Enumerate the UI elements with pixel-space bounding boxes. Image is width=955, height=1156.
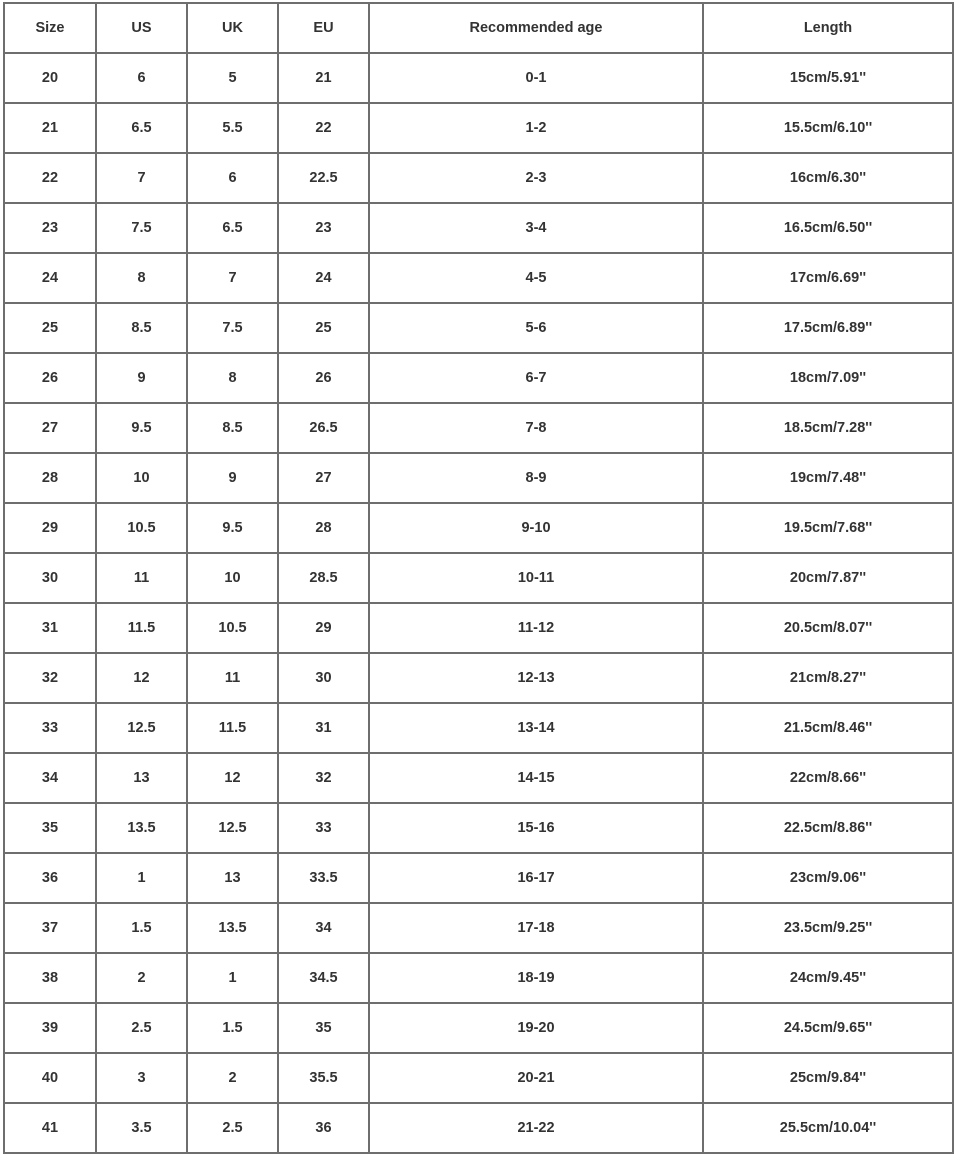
- table-row: [4, 1053, 953, 1103]
- table-row: [4, 903, 953, 953]
- table-row: [4, 753, 953, 803]
- cell-size: 31: [4, 603, 96, 653]
- cell-eu: 30: [278, 653, 369, 703]
- cell-recommended-age: 9-10: [369, 503, 703, 553]
- cell-recommended-age: 10-11: [369, 553, 703, 603]
- cell-uk: 7.5: [187, 303, 278, 353]
- cell-us: 8.5: [96, 303, 187, 353]
- cell-uk: 2.5: [187, 1103, 278, 1153]
- cell-uk: 10: [187, 553, 278, 603]
- cell-us: 2.5: [96, 1003, 187, 1053]
- cell-uk: 8.5: [187, 403, 278, 453]
- cell-recommended-age: 19-20: [369, 1003, 703, 1053]
- cell-us: 11: [96, 553, 187, 603]
- cell-length: 19cm/7.48'': [703, 453, 953, 503]
- cell-size: 26: [4, 353, 96, 403]
- cell-size: 40: [4, 1053, 96, 1103]
- cell-recommended-age: 3-4: [369, 203, 703, 253]
- table-row: [4, 103, 953, 153]
- cell-us: 2: [96, 953, 187, 1003]
- table-row: [4, 453, 953, 503]
- cell-size: 25: [4, 303, 96, 353]
- size-chart-body: [4, 53, 953, 1153]
- cell-us: 3.5: [96, 1103, 187, 1153]
- header-row: [4, 3, 953, 53]
- cell-uk: 11.5: [187, 703, 278, 753]
- cell-recommended-age: 12-13: [369, 653, 703, 703]
- cell-us: 9.5: [96, 403, 187, 453]
- table-row: [4, 803, 953, 853]
- cell-eu: 22.5: [278, 153, 369, 203]
- table-row: [4, 1003, 953, 1053]
- cell-us: 6: [96, 53, 187, 103]
- cell-eu: 35: [278, 1003, 369, 1053]
- cell-length: 22.5cm/8.86'': [703, 803, 953, 853]
- cell-recommended-age: 15-16: [369, 803, 703, 853]
- table-row: [4, 53, 953, 103]
- cell-uk: 9: [187, 453, 278, 503]
- cell-length: 20cm/7.87'': [703, 553, 953, 603]
- cell-size: 24: [4, 253, 96, 303]
- cell-us: 7: [96, 153, 187, 203]
- cell-length: 17cm/6.69'': [703, 253, 953, 303]
- cell-eu: 23: [278, 203, 369, 253]
- cell-length: 22cm/8.66'': [703, 753, 953, 803]
- table-row: [4, 403, 953, 453]
- cell-recommended-age: 4-5: [369, 253, 703, 303]
- header-eu: EU: [278, 3, 369, 53]
- cell-uk: 7: [187, 253, 278, 303]
- cell-uk: 9.5: [187, 503, 278, 553]
- header-size: Size: [4, 3, 96, 53]
- cell-uk: 13.5: [187, 903, 278, 953]
- table-row: [4, 303, 953, 353]
- cell-eu: 34: [278, 903, 369, 953]
- cell-size: 33: [4, 703, 96, 753]
- cell-size: 29: [4, 503, 96, 553]
- header-length: Length: [703, 3, 953, 53]
- cell-eu: 28: [278, 503, 369, 553]
- cell-size: 34: [4, 753, 96, 803]
- cell-size: 20: [4, 53, 96, 103]
- cell-recommended-age: 5-6: [369, 303, 703, 353]
- table-row: [4, 553, 953, 603]
- cell-us: 7.5: [96, 203, 187, 253]
- cell-eu: 21: [278, 53, 369, 103]
- cell-length: 16cm/6.30'': [703, 153, 953, 203]
- cell-length: 15.5cm/6.10'': [703, 103, 953, 153]
- cell-us: 3: [96, 1053, 187, 1103]
- cell-uk: 1.5: [187, 1003, 278, 1053]
- cell-uk: 12: [187, 753, 278, 803]
- cell-recommended-age: 13-14: [369, 703, 703, 753]
- cell-length: 18cm/7.09'': [703, 353, 953, 403]
- cell-uk: 6: [187, 153, 278, 203]
- cell-uk: 11: [187, 653, 278, 703]
- cell-recommended-age: 18-19: [369, 953, 703, 1003]
- cell-size: 36: [4, 853, 96, 903]
- cell-size: 23: [4, 203, 96, 253]
- cell-us: 12.5: [96, 703, 187, 753]
- table-row: [4, 703, 953, 753]
- cell-us: 10: [96, 453, 187, 503]
- cell-us: 8: [96, 253, 187, 303]
- cell-us: 13.5: [96, 803, 187, 853]
- table-row: [4, 503, 953, 553]
- cell-uk: 2: [187, 1053, 278, 1103]
- cell-us: 11.5: [96, 603, 187, 653]
- cell-recommended-age: 20-21: [369, 1053, 703, 1103]
- cell-length: 15cm/5.91'': [703, 53, 953, 103]
- cell-size: 27: [4, 403, 96, 453]
- cell-recommended-age: 1-2: [369, 103, 703, 153]
- cell-recommended-age: 6-7: [369, 353, 703, 403]
- cell-eu: 35.5: [278, 1053, 369, 1103]
- cell-us: 12: [96, 653, 187, 703]
- cell-length: 21.5cm/8.46'': [703, 703, 953, 753]
- cell-size: 28: [4, 453, 96, 503]
- cell-us: 10.5: [96, 503, 187, 553]
- cell-size: 39: [4, 1003, 96, 1053]
- cell-length: 20.5cm/8.07'': [703, 603, 953, 653]
- cell-recommended-age: 17-18: [369, 903, 703, 953]
- cell-eu: 33: [278, 803, 369, 853]
- header-recommended-age: Recommended age: [369, 3, 703, 53]
- cell-uk: 12.5: [187, 803, 278, 853]
- table-row: [4, 853, 953, 903]
- table-row: [4, 353, 953, 403]
- cell-uk: 5.5: [187, 103, 278, 153]
- table-row: [4, 653, 953, 703]
- cell-size: 32: [4, 653, 96, 703]
- cell-eu: 32: [278, 753, 369, 803]
- cell-us: 13: [96, 753, 187, 803]
- cell-us: 9: [96, 353, 187, 403]
- table-row: [4, 1103, 953, 1153]
- cell-length: 25.5cm/10.04'': [703, 1103, 953, 1153]
- size-chart-table: [3, 2, 954, 1154]
- cell-size: 41: [4, 1103, 96, 1153]
- cell-eu: 27: [278, 453, 369, 503]
- table-row: [4, 153, 953, 203]
- cell-eu: 29: [278, 603, 369, 653]
- cell-size: 37: [4, 903, 96, 953]
- cell-uk: 8: [187, 353, 278, 403]
- table-row: [4, 203, 953, 253]
- cell-length: 19.5cm/7.68'': [703, 503, 953, 553]
- table-row: [4, 253, 953, 303]
- cell-uk: 10.5: [187, 603, 278, 653]
- cell-length: 25cm/9.84'': [703, 1053, 953, 1103]
- cell-us: 1.5: [96, 903, 187, 953]
- cell-uk: 5: [187, 53, 278, 103]
- size-chart-sheet: [3, 2, 952, 1153]
- header-uk: UK: [187, 3, 278, 53]
- cell-recommended-age: 14-15: [369, 753, 703, 803]
- cell-eu: 28.5: [278, 553, 369, 603]
- cell-eu: 22: [278, 103, 369, 153]
- cell-eu: 26: [278, 353, 369, 403]
- cell-size: 21: [4, 103, 96, 153]
- cell-length: 17.5cm/6.89'': [703, 303, 953, 353]
- cell-eu: 36: [278, 1103, 369, 1153]
- header-us: US: [96, 3, 187, 53]
- cell-length: 16.5cm/6.50'': [703, 203, 953, 253]
- cell-length: 18.5cm/7.28'': [703, 403, 953, 453]
- cell-size: 30: [4, 553, 96, 603]
- cell-eu: 24: [278, 253, 369, 303]
- cell-recommended-age: 0-1: [369, 53, 703, 103]
- cell-recommended-age: 21-22: [369, 1103, 703, 1153]
- cell-length: 23cm/9.06'': [703, 853, 953, 903]
- cell-eu: 33.5: [278, 853, 369, 903]
- cell-recommended-age: 11-12: [369, 603, 703, 653]
- cell-length: 24.5cm/9.65'': [703, 1003, 953, 1053]
- cell-uk: 13: [187, 853, 278, 903]
- table-row: [4, 603, 953, 653]
- cell-us: 6.5: [96, 103, 187, 153]
- cell-recommended-age: 8-9: [369, 453, 703, 503]
- cell-uk: 6.5: [187, 203, 278, 253]
- cell-length: 21cm/8.27'': [703, 653, 953, 703]
- cell-size: 35: [4, 803, 96, 853]
- cell-recommended-age: 2-3: [369, 153, 703, 203]
- cell-recommended-age: 7-8: [369, 403, 703, 453]
- cell-size: 22: [4, 153, 96, 203]
- cell-eu: 34.5: [278, 953, 369, 1003]
- cell-size: 38: [4, 953, 96, 1003]
- cell-eu: 25: [278, 303, 369, 353]
- cell-length: 24cm/9.45'': [703, 953, 953, 1003]
- cell-recommended-age: 16-17: [369, 853, 703, 903]
- cell-length: 23.5cm/9.25'': [703, 903, 953, 953]
- cell-eu: 26.5: [278, 403, 369, 453]
- cell-eu: 31: [278, 703, 369, 753]
- cell-uk: 1: [187, 953, 278, 1003]
- cell-us: 1: [96, 853, 187, 903]
- table-row: [4, 953, 953, 1003]
